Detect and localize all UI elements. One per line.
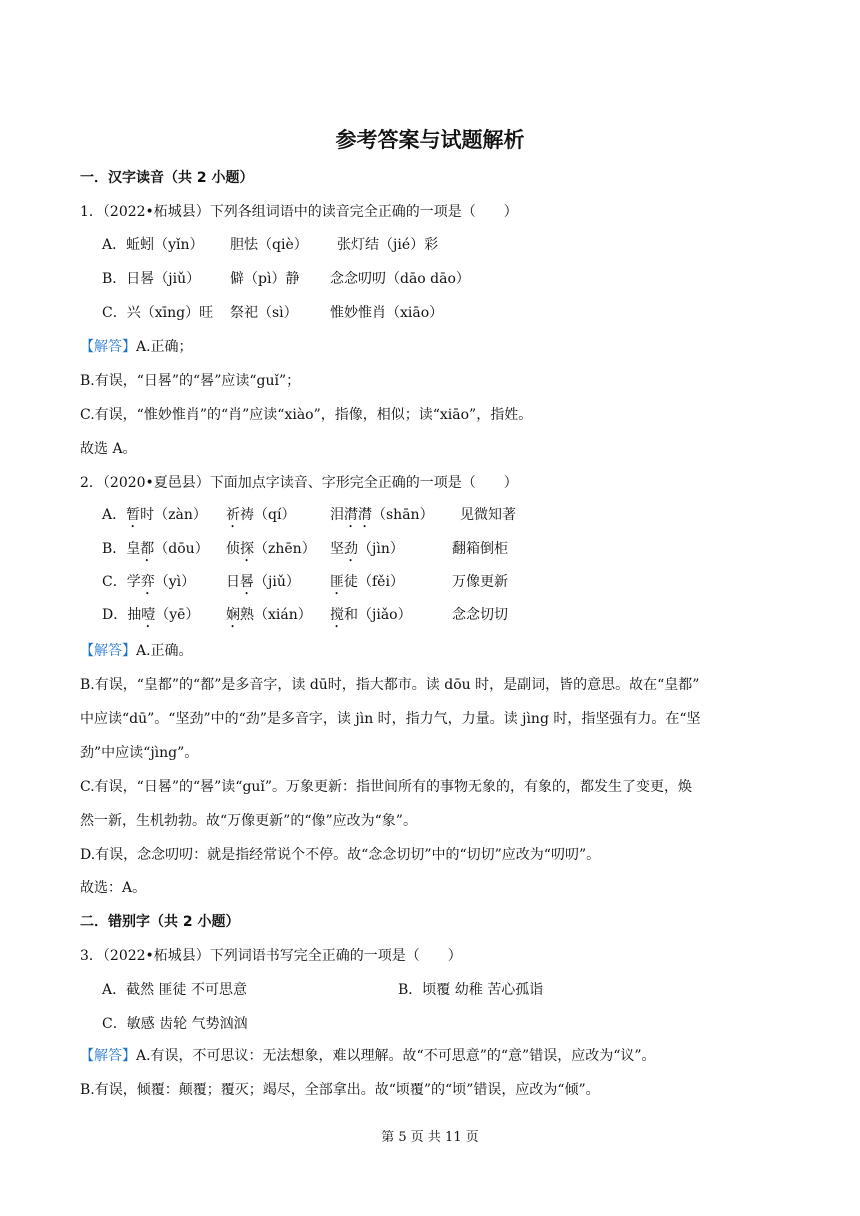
question-3-answer-line-1: [80, 1046, 656, 1066]
question-2-answer-line-6: 然一新，生机勃勃。故“万像更新”的“像”应改为“象”。: [80, 813, 417, 829]
answer-tag: 【解答】: [80, 339, 136, 355]
question-1-stem: 1．（2022•柘城县）下列各组词语中的读音完全正确的一项是（ ）: [80, 204, 518, 220]
option-c-item-3: 惟妙惟肖（xiāo）: [330, 305, 444, 321]
question-2-answer-line-2: B.有误，“皇都”的“都”是多音字，读 dū时，指大都市。读 dōu 时，是副词，皆的意思。故在“皇都”: [80, 677, 700, 693]
question-3-answer-line-2: B.有误，倾覆：颠覆；覆灭；竭尽，全部拿出。故“顷覆”的“顷”错误，应改为“倾”。: [80, 1082, 600, 1098]
question-1-answer-line-2: B.有误，“日晷”的“晷”应读“guǐ”；: [80, 373, 301, 389]
question-2-answer-line-3: 中应读“dū”。“坚劲”中的“劲”是多音字，读 jìn 时，指力气，力量。读 jìng 时，指坚强有力。在“坚: [80, 711, 701, 727]
option-a-item-1: A．暂时（zàn）: [102, 507, 207, 523]
option-d-item-1: D．抽噎（yē）: [102, 607, 200, 623]
option-a-item-1: A．蚯蚓（yǐn）: [102, 237, 204, 253]
option-a-item-2: 祈祷（qí）: [226, 507, 296, 523]
option-d-item-3: 搅和（jiǎo）: [330, 607, 412, 623]
question-1-answer-line-1: [80, 337, 193, 357]
option-c-item-2: 祭祀（sì）: [230, 305, 298, 321]
question-1-answer-line-4: 故选 A。: [80, 441, 137, 457]
option-c-item-3: 匪徒（fěi）: [330, 574, 404, 590]
question-2-answer-line-5: C.有误，“日晷”的“晷”读“guǐ”。万象更新：指世间所有的事物无象的，有象的，都发生了变更，焕: [80, 779, 693, 795]
question-2-answer-line-8: 故选：A。: [80, 880, 147, 896]
option-b-item-3: 念念叨叨（dāo dāo）: [330, 271, 470, 287]
option-c-item-2: 日晷（jiǔ）: [226, 574, 300, 590]
question-3-option-b: B．顷覆 幼稚 苦心孤诣: [398, 982, 544, 998]
question-3-option-c: C．敏感 齿轮 气势汹汹: [102, 1016, 248, 1032]
option-b-item-2: 僻（pì）静: [230, 271, 300, 287]
question-2-answer-line-7: D.有误，念念叨叨：就是指经常说个不停。故“念念切切”中的“切切”应改为“叨叨”。: [80, 847, 601, 863]
option-c-item-1: C．兴（xīng）旺: [102, 305, 214, 321]
option-a-item-2: 胆怯（qiè）: [230, 237, 308, 253]
section-heading-pronunciation: 一．汉字读音（共 2 小题）: [80, 170, 254, 186]
option-b-item-1: B．皇都（dōu）: [102, 541, 209, 557]
option-c-item-4: 万像更新: [452, 574, 508, 590]
answer-text: A.正确；: [136, 339, 193, 355]
question-1-answer-line-3: C.有误，“惟妙惟肖”的“肖”应读“xiào”，指像，相似；读“xiāo”，指姓。: [80, 407, 533, 423]
page-footer: 第 5 页 共 11 页: [381, 1130, 479, 1145]
answer-tag: 【解答】: [80, 1048, 136, 1064]
option-d-item-2: 娴熟（xián）: [226, 607, 312, 623]
question-2-answer-line-1: [80, 641, 193, 661]
option-b-item-3: 坚劲（jìn）: [330, 541, 404, 557]
option-a-item-4: 见微知著: [460, 507, 516, 523]
option-a-item-3: 张灯结（jié）彩: [337, 237, 439, 253]
section-heading-typos: 二．错别字（共 2 小题）: [80, 914, 240, 930]
question-2-answer-line-4: 劲”中应读“jìng”。: [80, 745, 199, 761]
option-b-item-2: 侦探（zhēn）: [226, 541, 316, 557]
question-3-option-a: A．截然 匪徒 不可思意: [102, 982, 248, 998]
option-b-item-4: 翻箱倒柜: [452, 541, 508, 557]
question-3-stem: 3．（2022•柘城县）下列词语书写完全正确的一项是（ ）: [80, 948, 462, 964]
page-title: 参考答案与试题解析: [335, 128, 525, 152]
option-a-item-3: 泪潸潸（shān）: [330, 507, 434, 523]
option-c-item-1: C．学弈（yì）: [102, 574, 196, 590]
answer-tag: 【解答】: [80, 643, 136, 659]
question-2-stem: 2．（2020•夏邑县）下面加点字读音、字形完全正确的一项是（ ）: [80, 475, 518, 491]
answer-text: A.有误，不可思议：无法想象，难以理解。故“不可思意”的“意”错误，应改为“议”。: [136, 1048, 656, 1064]
option-b-item-1: B．日晷（jiǔ）: [102, 271, 201, 287]
answer-text: A.正确。: [136, 643, 193, 659]
option-d-item-4: 念念切切: [452, 607, 508, 623]
